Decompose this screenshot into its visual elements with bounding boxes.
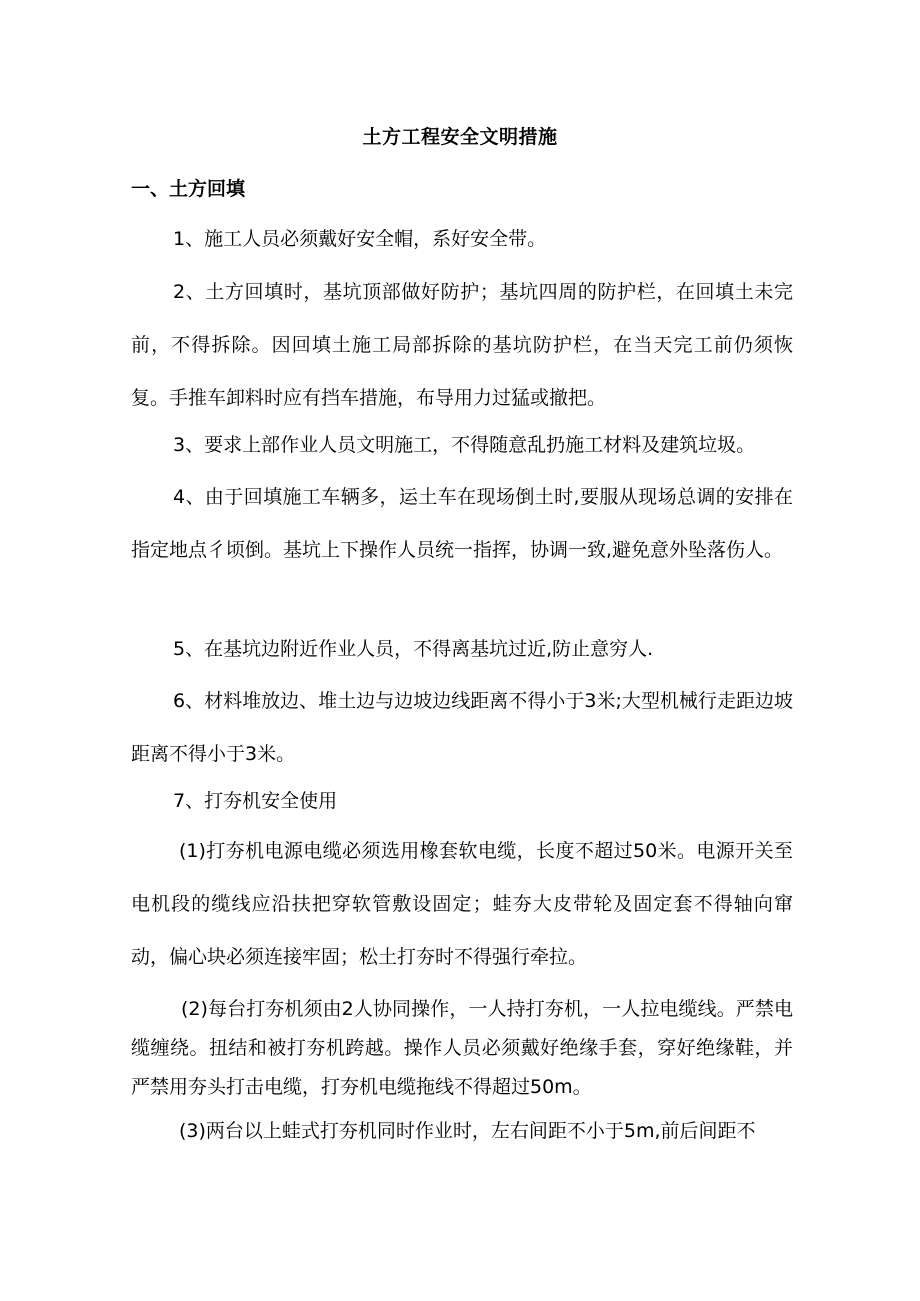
sub-list-item: (1)打夯机电源电缆必须选用橡套软电缆，长度不超过50米。电源开关至电机段的缆线应沿扶把穿软管敷设固定；蛙夯大皮带轮及固定套不得轴向窜动，偏心块必须连接牢固；松土打夯时不得强行牵拉。: [131, 840, 793, 968]
section-heading: 一、土方回填: [131, 178, 246, 200]
sub-list-item: (2)每台打夯机须由2人协同操作，一人持打夯机，一人拉电缆线。严禁电缆缠绕。扭结和被打夯机跨越。操作人员必须戴好绝缘手套，穿好绝缘鞋，并严禁用夯头打击电缆，打夯机电缆拖线不得超过50m。: [131, 998, 793, 1098]
sub-list-item: (3)两台以上蛙式打夯机同时作业时，左右间距不小于5m,前后间距不: [179, 1120, 756, 1142]
list-item: 2、土方回填时，基坑顶部做好防护；基坑四周的防护栏，在回填土未完前，不得拆除。因回填土施工局部拆除的基坑防护栏，在当天完工前仍须恢复。手推车卸料时应有挡车措施，布导用力过猛或撤把。: [131, 281, 793, 409]
list-item: 5、在基坑边附近作业人员，不得离基坑过近,防止意穷人.: [173, 638, 654, 660]
list-item: 1、施工人员必须戴好安全帽，系好安全带。: [173, 228, 547, 250]
list-item: 4、由于回填施工车辆多，运土车在现场倒土时,要服从现场总调的安排在指定地点彳顷倒。基坑上下操作人员统一指挥，协调一致,避免意外坠落伤人。: [131, 486, 793, 561]
document-title: 土方工程安全文明措施: [362, 126, 558, 148]
list-item: 3、要求上部作业人员文明施工，不得随意乱扔施工材料及建筑垃圾。: [173, 434, 756, 456]
list-item: 7、打夯机安全使用: [173, 790, 338, 812]
list-item: 6、材料堆放边、堆土边与边坡边线距离不得小于3米;大型机械行走距边坡距离不得小于3米。: [131, 690, 793, 765]
